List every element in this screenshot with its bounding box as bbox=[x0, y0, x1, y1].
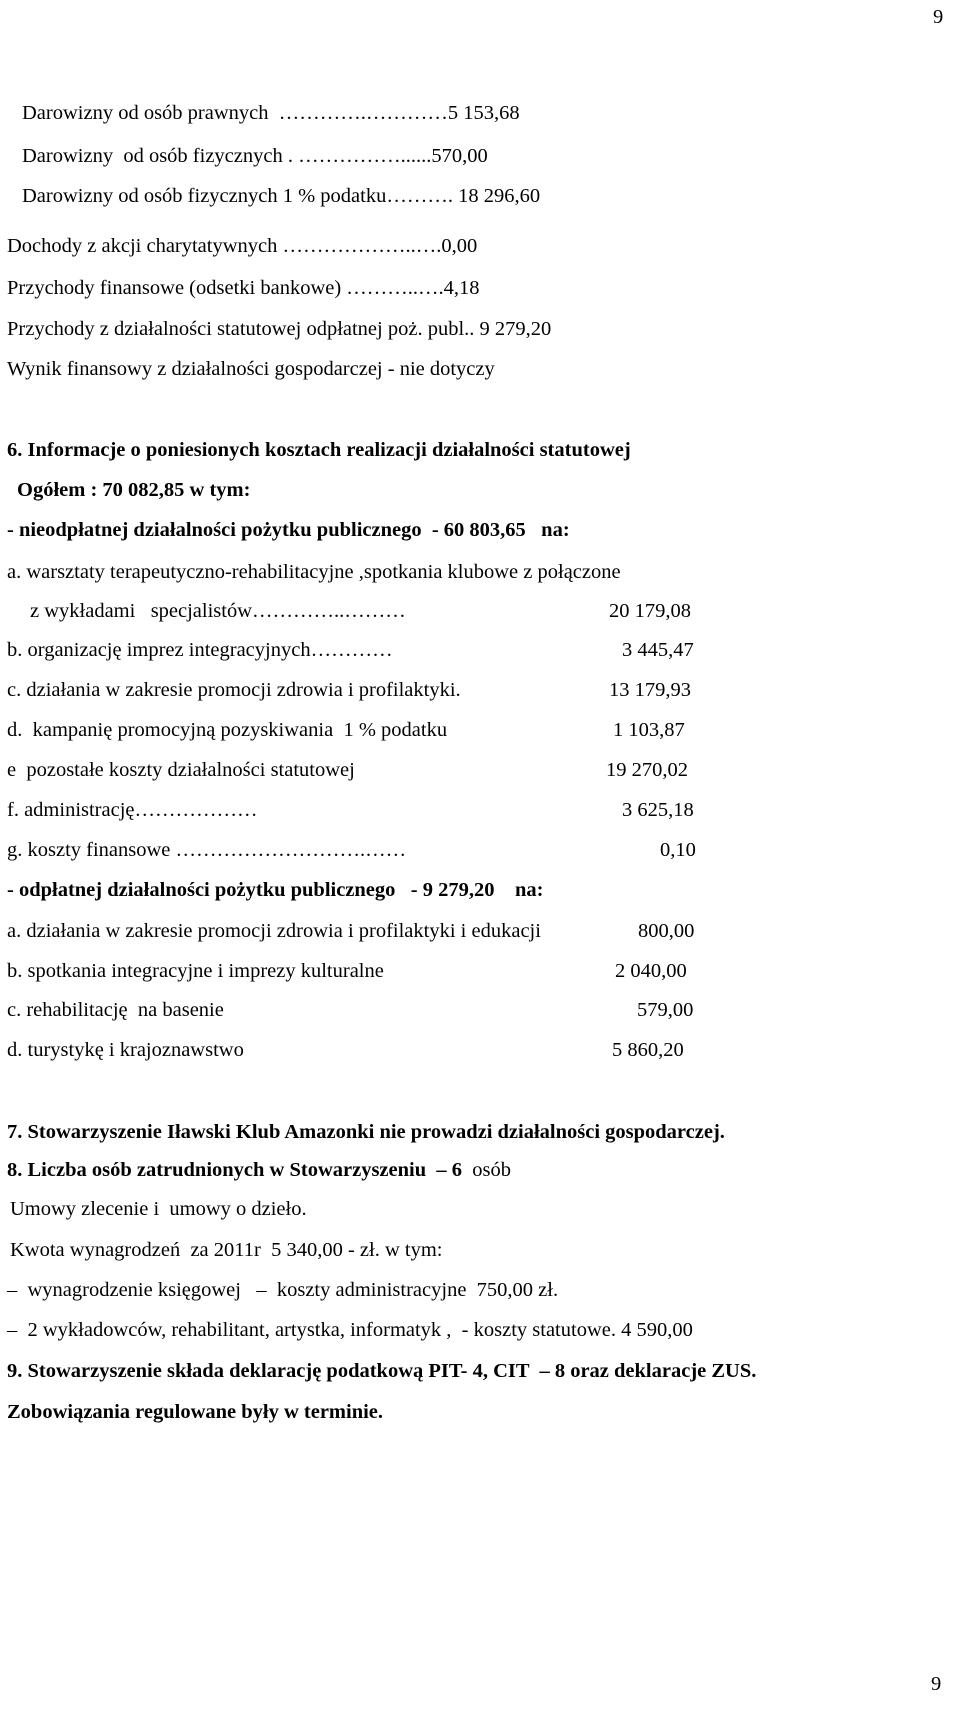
cost-item-label: d. turystykę i krajoznawstwo bbox=[7, 1039, 244, 1061]
cost-item-label: a. działania w zakresie promocji zdrowia i profilaktyki i edukacji bbox=[7, 920, 541, 942]
income-line: Darowizny od osób prawnych ………….…………5 153,68 bbox=[22, 102, 520, 124]
cost-item-label: c. rehabilitację na basenie bbox=[7, 999, 224, 1021]
cost-item-label: z wykładami specjalistów…………..……… bbox=[30, 600, 406, 622]
cost-item-label: d. kampanię promocyjną pozyskiwania 1 % podatku bbox=[7, 719, 448, 741]
cost-item-label: g. koszty finansowe ……………………….…… bbox=[7, 839, 407, 861]
income-line: Darowizny od osób fizycznych 1 % podatku………. 18 296,60 bbox=[22, 185, 541, 207]
page-number-bottom: 9 bbox=[931, 1673, 942, 1695]
cost-item-label: f. administrację……………… bbox=[7, 799, 258, 821]
cost-item-label: c. działania w zakresie promocji zdrowia i profilaktyki. bbox=[7, 679, 461, 701]
cost-item-label: e pozostałe koszty działalności statutowej bbox=[7, 759, 355, 781]
section-9-line: 9. Stowarzyszenie składa deklarację podatkową PIT- 4, CIT – 8 oraz deklaracje ZUS. bbox=[7, 1360, 757, 1382]
income-line: Przychody z działalności statutowej odpłatnej poż. publ.. 9 279,20 bbox=[7, 318, 552, 340]
cost-item-value: 1 103,87 bbox=[613, 719, 685, 741]
cost-item-value: 0,10 bbox=[660, 839, 696, 861]
income-line: Darowizny od osób fizycznych . ……………......570,00 bbox=[22, 145, 488, 167]
cost-item-value: 2 040,00 bbox=[615, 960, 687, 982]
cost-item-label: b. organizację imprez integracyjnych………… bbox=[7, 639, 393, 661]
section-8-heading-unit: osób bbox=[462, 1159, 511, 1181]
income-line: Dochody z akcji charytatywnych ………………..….0,00 bbox=[7, 235, 478, 257]
page-number-top: 9 bbox=[933, 6, 944, 28]
section-7: 7. Stowarzyszenie Iławski Klub Amazonki nie prowadzi działalności gospodarczej. bbox=[7, 1121, 725, 1143]
contracts-line: Umowy zlecenie i umowy o dzieło. bbox=[10, 1198, 307, 1220]
paid-heading: - odpłatnej działalności pożytku publicznego - 9 279,20 na: bbox=[7, 879, 544, 901]
section-6-total: Ogółem : 70 082,85 w tym: bbox=[17, 479, 251, 501]
cost-item-value: 19 270,02 bbox=[606, 759, 688, 781]
income-line: Wynik finansowy z działalności gospodarczej - nie dotyczy bbox=[7, 358, 495, 380]
section-8-heading bbox=[7, 1160, 511, 1181]
salary-line: Kwota wynagrodzeń za 2011r 5 340,00 - zł. w tym: bbox=[10, 1239, 443, 1261]
section-6-heading: 6. Informacje o poniesionych kosztach realizacji działalności statutowej bbox=[7, 439, 631, 461]
cost-item-value: 3 445,47 bbox=[622, 639, 694, 661]
cost-item-value: 3 625,18 bbox=[622, 799, 694, 821]
cost-item-label: b. spotkania integracyjne i imprezy kulturalne bbox=[7, 960, 384, 982]
income-line: Przychody finansowe (odsetki bankowe) ………..….4,18 bbox=[7, 277, 480, 299]
cost-item-value: 5 860,20 bbox=[612, 1039, 684, 1061]
section-8-heading-bold: 8. Liczba osób zatrudnionych w Stowarzyszeniu – 6 bbox=[7, 1159, 463, 1181]
salary-item: – wynagrodzenie księgowej – koszty administracyjne 750,00 zł. bbox=[7, 1279, 559, 1301]
cost-item-label: a. warsztaty terapeutyczno-rehabilitacyjne ,spotkania klubowe z połączone bbox=[7, 561, 621, 583]
salary-item: – 2 wykładowców, rehabilitant, artystka, informatyk , - koszty statutowe. 4 590,00 bbox=[7, 1319, 693, 1341]
cost-item-value: 579,00 bbox=[637, 999, 694, 1021]
cost-item-value: 13 179,93 bbox=[609, 679, 691, 701]
cost-item-value: 800,00 bbox=[638, 920, 695, 942]
unpaid-heading: - nieodpłatnej działalności pożytku publicznego - 60 803,65 na: bbox=[7, 519, 570, 541]
cost-item-value: 20 179,08 bbox=[609, 600, 691, 622]
section-9-line: Zobowiązania regulowane były w terminie. bbox=[7, 1401, 384, 1423]
